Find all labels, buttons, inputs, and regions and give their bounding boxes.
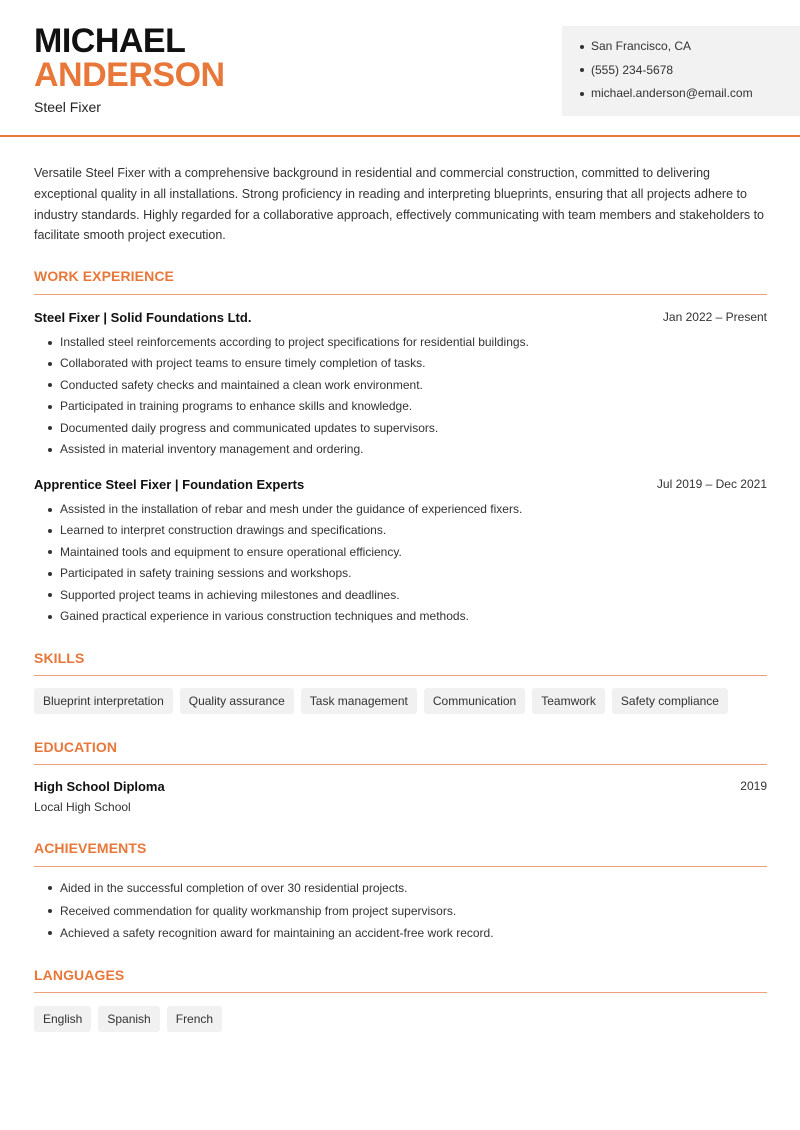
bullet-icon (580, 68, 584, 72)
section-title-education: EDUCATION (34, 739, 118, 755)
job-title: Steel Fixer (34, 99, 101, 115)
bullet-icon (48, 593, 52, 597)
skill-chip: Communication (424, 688, 525, 714)
bullet-icon (48, 909, 52, 913)
skills-chip-list (34, 688, 728, 714)
section-divider (34, 764, 767, 765)
section-title-achievements: ACHIEVEMENTS (34, 840, 147, 856)
skill-chip: Blueprint interpretation (34, 688, 173, 714)
skill-chip: Teamwork (532, 688, 605, 714)
bullet-icon (48, 615, 52, 619)
list-item-text: Assisted in material inventory management and ordering. (60, 441, 364, 456)
list-item (34, 499, 774, 520)
job-dates: Jul 2019 – Dec 2021 (656, 477, 767, 491)
job-dates: Jan 2022 – Present (662, 310, 767, 324)
list-item-text: Participated in training programs to enhance skills and knowledge. (60, 399, 413, 414)
bullet-icon (48, 572, 52, 576)
list-item (34, 375, 774, 396)
list-item-text: Supported project teams in achieving milestones and deadlines. (60, 587, 400, 602)
languages-chip-list (34, 1006, 222, 1032)
list-item-text: Gained practical experience in various construction techniques and methods. (60, 608, 469, 623)
contact-box (562, 26, 800, 116)
degree-name: High School Diploma (34, 779, 165, 794)
language-chip: English (34, 1006, 91, 1032)
list-item-text: Collaborated with project teams to ensure timely completion of tasks. (60, 356, 426, 371)
list-item (34, 542, 774, 563)
section-divider (34, 866, 767, 867)
list-item-text: Learned to interpret construction drawings and specifications. (60, 523, 387, 538)
skill-chip: Safety compliance (612, 688, 728, 714)
section-divider (34, 294, 767, 295)
job-bullet-list (34, 499, 774, 627)
list-item (34, 900, 774, 923)
list-item-text: Installed steel reinforcements according to project specifications for residential buildings. (60, 335, 529, 349)
bullet-icon (48, 362, 52, 366)
location-text: San Francisco, CA (591, 39, 692, 53)
list-item (34, 332, 774, 353)
list-item (34, 563, 774, 584)
list-item (34, 606, 774, 627)
resume-header (0, 0, 800, 137)
education-header (34, 779, 767, 794)
list-item (34, 877, 774, 900)
list-item (34, 418, 774, 439)
job-header (34, 310, 767, 325)
bullet-icon (48, 529, 52, 533)
list-item-text: Received commendation for quality workmanship from project supervisors. (60, 903, 457, 918)
list-item-text: Achieved a safety recognition award for maintaining an accident-free work record. (60, 926, 494, 940)
list-item-text: Documented daily progress and communicated updates to supervisors. (60, 420, 439, 435)
bullet-icon (48, 448, 52, 452)
list-item-text: Participated in safety training sessions and workshops. (60, 566, 352, 581)
graduation-year: 2019 (740, 779, 767, 793)
bullet-icon (580, 92, 584, 96)
first-name: MICHAEL (34, 22, 186, 60)
list-item (34, 353, 774, 374)
language-chip: Spanish (98, 1006, 159, 1032)
bullet-icon (48, 931, 52, 935)
job-header (34, 477, 767, 492)
list-item (34, 396, 774, 417)
list-item-text: Aided in the successful completion of over 30 residential projects. (60, 881, 408, 895)
section-title-work: WORK EXPERIENCE (34, 268, 174, 284)
bullet-icon (580, 45, 584, 49)
email-text[interactable]: michael.anderson@email.com (591, 86, 753, 100)
section-divider (34, 675, 767, 676)
contact-location (580, 35, 800, 59)
list-item (34, 585, 774, 606)
achievement-list (34, 877, 774, 945)
summary-paragraph: Versatile Steel Fixer with a comprehensive background in residential and commercial construction, committed to delivering exceptional quality in all installations. Strong proficiency in reading and interpreting blueprints, ensuring that all projects adhere to industry standards. Highly regarded for a collaborative approach, effectively communicating with team members and stakeholders to facilitate smooth project execution. (34, 166, 764, 243)
list-item (34, 439, 774, 460)
skill-chip: Task management (301, 688, 417, 714)
job-role: Steel Fixer | Solid Foundations Ltd. (34, 310, 252, 325)
bullet-icon (48, 426, 52, 430)
school-name: Local High School (34, 800, 131, 814)
contact-email[interactable] (580, 82, 800, 106)
job-role: Apprentice Steel Fixer | Foundation Experts (34, 477, 305, 492)
bullet-icon (48, 405, 52, 409)
bullet-icon (48, 508, 52, 512)
phone-text: (555) 234-5678 (591, 62, 674, 77)
list-item-text: Assisted in the installation of rebar and mesh under the guidance of experienced fixers. (60, 502, 523, 516)
job-bullet-list (34, 332, 774, 460)
section-title-skills: SKILLS (34, 650, 85, 666)
last-name: ANDERSON (34, 56, 225, 94)
section-title-languages: LANGUAGES (34, 967, 125, 983)
contact-phone (580, 59, 800, 83)
bullet-icon (48, 886, 52, 890)
list-item (34, 922, 774, 945)
skill-chip: Quality assurance (180, 688, 294, 714)
bullet-icon (48, 383, 52, 387)
list-item-text: Maintained tools and equipment to ensure operational efficiency. (60, 544, 402, 559)
language-chip: French (167, 1006, 222, 1032)
list-item-text: Conducted safety checks and maintained a clean work environment. (60, 377, 423, 392)
bullet-icon (48, 550, 52, 554)
bullet-icon (48, 341, 52, 345)
section-divider (34, 992, 767, 993)
list-item (34, 520, 774, 541)
